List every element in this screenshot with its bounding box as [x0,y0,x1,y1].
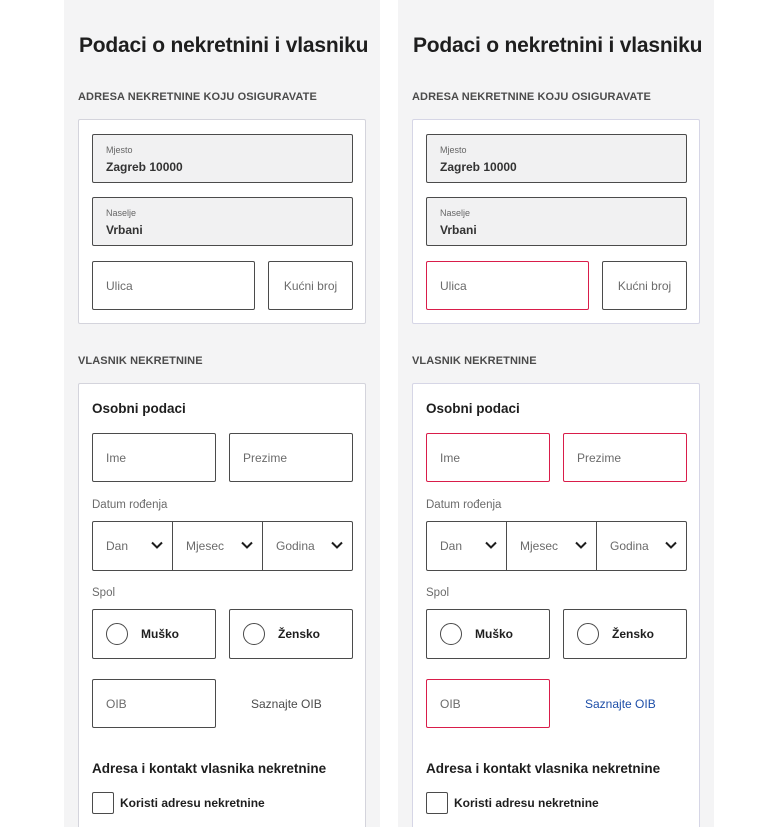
musko-radio[interactable] [426,609,550,659]
saznajte-oib-link[interactable]: Saznajte OIB [251,697,322,711]
page-title: Podaci o nekretnini i vlasniku [79,34,369,57]
koristi-adresu-label: Koristi adresu nekretnine [120,796,265,810]
mjesto-value: Zagreb 10000 [106,160,183,174]
zensko-label: Žensko [612,627,655,641]
naselje-value: Vrbani [106,223,143,237]
prezime-placeholder: Prezime [243,451,288,465]
chevron-down-icon [484,538,498,552]
ime-input-error[interactable] [426,433,550,482]
prezime-input-error[interactable] [563,433,687,482]
address-card [78,119,366,324]
musko-radio[interactable] [92,609,216,659]
form-panel-default [64,0,380,827]
naselje-field[interactable] [426,197,687,246]
ime-placeholder: Ime [106,451,127,465]
ulica-placeholder: Ulica [440,279,467,293]
owner-card [78,383,366,827]
mjesec-select[interactable] [173,522,263,570]
chevron-down-icon [150,538,164,552]
mjesec-label: Mjesec [520,539,559,553]
dob-label: Datum rođenja [92,499,168,511]
chevron-down-icon [240,538,254,552]
dob-label: Datum rođenja [426,499,502,511]
radio-circle-icon [440,623,462,645]
godina-select[interactable] [597,522,686,570]
spol-label: Spol [426,587,450,599]
godina-label: Godina [610,539,649,553]
ulica-placeholder: Ulica [106,279,133,293]
address-card [412,119,700,324]
address-section-label: ADRESA NEKRETNINE KOJU OSIGURAVATE [412,91,651,103]
mjesto-field[interactable] [426,134,687,183]
mjesto-field[interactable] [92,134,353,183]
page-title: Podaci o nekretnini i vlasniku [413,34,703,57]
personal-data-heading: Osobni podaci [92,401,186,416]
kucni-broj-placeholder: Kućni broj [617,279,672,293]
radio-circle-icon [577,623,599,645]
date-of-birth-group [426,521,687,571]
naselje-value: Vrbani [440,223,477,237]
prezime-placeholder: Prezime [577,451,622,465]
ulica-input[interactable] [92,261,255,310]
koristi-adresu-checkbox[interactable] [426,792,448,814]
ime-placeholder: Ime [440,451,461,465]
godina-select[interactable] [263,522,352,570]
ulica-input-error[interactable] [426,261,589,310]
oib-input-error[interactable] [426,679,550,728]
address-section-label: ADRESA NEKRETNINE KOJU OSIGURAVATE [78,91,317,103]
dan-select[interactable] [93,522,173,570]
naselje-label: Naselje [106,208,137,218]
naselje-field[interactable] [92,197,353,246]
oib-input[interactable] [92,679,216,728]
oib-placeholder: OIB [440,697,461,711]
zensko-radio[interactable] [229,609,353,659]
contact-heading: Adresa i kontakt vlasnika nekretnine [426,761,661,776]
chevron-down-icon [574,538,588,552]
kucni-broj-input[interactable] [602,261,687,310]
dan-select[interactable] [427,522,507,570]
zensko-radio[interactable] [563,609,687,659]
owner-card [412,383,700,827]
dan-label: Dan [440,539,463,553]
owner-section-label: VLASNIK NEKRETNINE [78,355,203,367]
saznajte-oib-link[interactable]: Saznajte OIB [585,697,656,711]
personal-data-heading: Osobni podaci [426,401,520,416]
mjesto-value: Zagreb 10000 [440,160,517,174]
zensko-label: Žensko [278,627,321,641]
radio-circle-icon [243,623,265,645]
kucni-broj-input[interactable] [268,261,353,310]
prezime-input[interactable] [229,433,353,482]
mjesec-select[interactable] [507,522,597,570]
mjesto-label: Mjesto [440,145,467,155]
kucni-broj-placeholder: Kućni broj [283,279,338,293]
koristi-adresu-label: Koristi adresu nekretnine [454,796,599,810]
owner-section-label: VLASNIK NEKRETNINE [412,355,537,367]
date-of-birth-group [92,521,353,571]
form-panel-errors [398,0,714,827]
koristi-adresu-checkbox[interactable] [92,792,114,814]
musko-label: Muško [141,627,180,641]
ime-input[interactable] [92,433,216,482]
radio-circle-icon [106,623,128,645]
oib-placeholder: OIB [106,697,127,711]
chevron-down-icon [664,538,678,552]
godina-label: Godina [276,539,315,553]
contact-heading: Adresa i kontakt vlasnika nekretnine [92,761,327,776]
mjesto-label: Mjesto [106,145,133,155]
naselje-label: Naselje [440,208,471,218]
chevron-down-icon [330,538,344,552]
musko-label: Muško [475,627,514,641]
mjesec-label: Mjesec [186,539,225,553]
dan-label: Dan [106,539,129,553]
spol-label: Spol [92,587,116,599]
